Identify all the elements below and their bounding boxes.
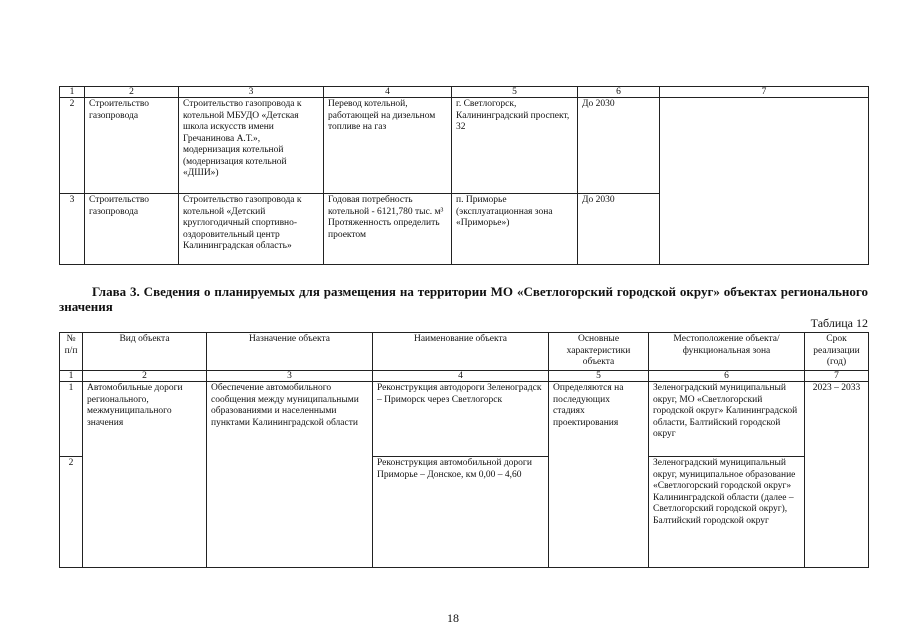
header-type: Вид объекта <box>83 333 207 371</box>
characteristics-cell <box>324 194 452 265</box>
term-cell: 2023 – 2033 <box>805 382 869 568</box>
row-number: 2 <box>60 98 85 194</box>
characteristics-cell: Перевод котельной, работающей на дизельном топливе на газ <box>324 98 452 194</box>
column-numbers-row <box>60 87 869 98</box>
column-number: 4 <box>373 371 549 382</box>
gas-pipeline-table <box>59 86 869 265</box>
empty-cell <box>660 98 869 265</box>
table-row <box>60 382 869 457</box>
column-number: 2 <box>85 87 179 98</box>
column-number: 7 <box>805 371 869 382</box>
column-number: 2 <box>83 371 207 382</box>
header-purpose: Назначение объекта <box>207 333 373 371</box>
column-number: 6 <box>578 87 660 98</box>
object-type-cell: Строительство газопровода <box>85 194 179 265</box>
header-name: Наименование объекта <box>373 333 549 371</box>
table-caption: Таблица 12 <box>810 316 868 330</box>
header-num: № п/п <box>60 333 83 371</box>
object-type-cell: Строительство газопровода <box>85 98 179 194</box>
page-number: 18 <box>447 611 459 625</box>
header-characteristics: Основные характеристики объекта <box>549 333 649 371</box>
column-number: 1 <box>60 87 85 98</box>
object-name-cell: Реконструкция автодороги Зеленоградск – Приморск через Светлогорск <box>373 382 549 457</box>
column-number: 1 <box>60 371 83 382</box>
object-purpose-cell: Обеспечение автомобильного сообщения между муниципальными образованиями и населенными пунктами Калининградской области <box>207 382 373 568</box>
regional-objects-table <box>59 332 869 568</box>
row-number: 2 <box>60 457 83 568</box>
column-number: 5 <box>549 371 649 382</box>
column-number: 3 <box>179 87 324 98</box>
characteristics-cell: Определяются на последующих стадиях проектирования <box>549 382 649 568</box>
location-cell: г. Светлогорск, Калининградский проспект, 32 <box>452 98 578 194</box>
location-cell: Зеленоградский муниципальный округ, МО «Светлогорский городской округ» Калининградской области, Балтийский городской округ <box>649 382 805 457</box>
header-term: Срок реализации (год) <box>805 333 869 371</box>
chapter-heading: Глава 3. Сведения о планируемых для размещения на территории МО «Светлогорский городской округ» объектах регионального значения <box>59 284 868 314</box>
annual-demand-text: Годовая потребность котельной - 6121,780 тыс. м³ <box>328 195 444 217</box>
column-number: 7 <box>660 87 869 98</box>
object-type-cell: Автомобильные дороги регионального, межмуниципального значения <box>83 382 207 568</box>
location-cell: п. Приморье (эксплуатационная зона «Приморье») <box>452 194 578 265</box>
column-number: 5 <box>452 87 578 98</box>
length-text: Протяженность определить проектом <box>328 218 440 240</box>
term-cell: До 2030 <box>578 98 660 194</box>
object-purpose-cell: Строительство газопровода к котельной МБУДО «Детская школа искусств имени Гречанинова А.Т.», модернизация котельной (модернизация котельной «ДШИ») <box>179 98 324 194</box>
column-number: 3 <box>207 371 373 382</box>
column-numbers-row <box>60 371 869 382</box>
table-row <box>60 98 869 194</box>
object-name-cell: Реконструкция автомобильной дороги Приморье – Донское, км 0,00 – 4,60 <box>373 457 549 568</box>
column-number: 4 <box>324 87 452 98</box>
row-number: 1 <box>60 382 83 457</box>
table-header-row <box>60 333 869 371</box>
term-cell: До 2030 <box>578 194 660 265</box>
row-number: 3 <box>60 194 85 265</box>
object-purpose-cell: Строительство газопровода к котельной «Детский круглогодичный спортивно-оздоровительный центр Калининградская область» <box>179 194 324 265</box>
header-location: Местоположение объекта/функциональная зона <box>649 333 805 371</box>
column-number: 6 <box>649 371 805 382</box>
location-cell: Зеленоградский муниципальный округ, муниципальное образование «Светлогорский городской округ» Калининградской области (далее – Светлогорский городской округ), Балтийский городской округ <box>649 457 805 568</box>
